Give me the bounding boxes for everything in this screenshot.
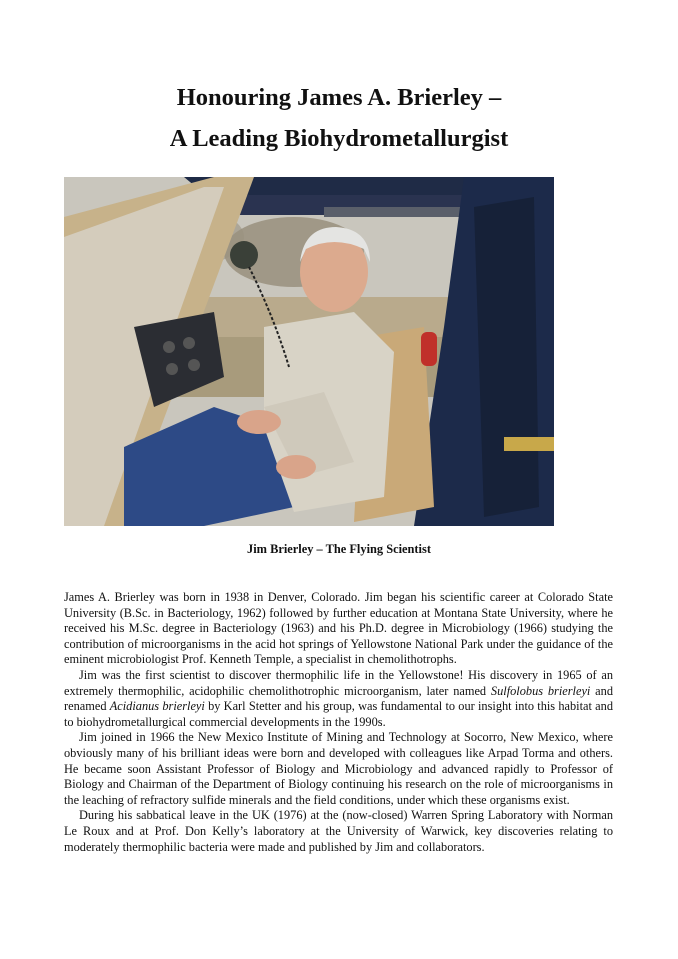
paragraph-3: Jim joined in 1966 the New Mexico Institute of Mining and Technology at Socorro, New Mexico, where obviously many of his brilliant ideas were born and developed with colleagues like Arpad Torma and others. He became soon Assistant Professor of Biology and Microbiology and advanced rapidly to Professor of Biology and Chairman of the Department of Biology continuing his research on the role of microorganisms in the leaching of refractory sulfide minerals and the field conditions, under which these organisms exist. xyxy=(64,730,613,807)
species-name-1: Sulfolobus brierleyi xyxy=(490,683,591,698)
title-line-1: Honouring James A. Brierley – xyxy=(176,84,502,111)
title-line-2: A Leading Biohydrometallurgist xyxy=(169,125,509,152)
species-name-2: Acidianus brierleyi xyxy=(109,699,205,714)
paragraph-2: Jim was the first scientist to discover thermophilic life in the Yellowstone! His discovery in 1965 of an extremely thermophilic, acidophilic chemolithotrophic microorganism, later named Sulfolobus brierleyi and renamed Acidianus brierleyi by Karl Stetter and his group, was fundamental to our insight into this habitat and to biohydrometallurgical commercial developments in the 1990s. xyxy=(64,667,613,729)
paragraph-4: During his sabbatical leave in the UK (1976) at the (now-closed) Warren Spring Laboratory with Norman Le Roux and at Prof. Don Kelly’s laboratory at the University of Warwick, key discoveries relating to moderately thermophilic bacteria were made and published by Jim and collaborators. xyxy=(64,808,613,854)
photo-caption: Jim Brierley – The Flying Scientist xyxy=(247,542,431,556)
article-body xyxy=(64,590,613,855)
portrait-photo xyxy=(64,177,554,526)
paragraph-1: James A. Brierley was born in 1938 in Denver, Colorado. Jim began his scientific career at Colorado State University (B.Sc. in Bacteriology, 1962) followed by further education at Montana State University, where he received his M.Sc. degree in Bacteriology (1963) and his Ph.D. degree in Microbiology (1966) studying the contribution of microorganisms in the acid hot springs of Yellowstone National Park under the guidance of the eminent microbiologist Prof. Kenneth Temple, a specialist in chemolithotrophs. xyxy=(64,590,613,667)
